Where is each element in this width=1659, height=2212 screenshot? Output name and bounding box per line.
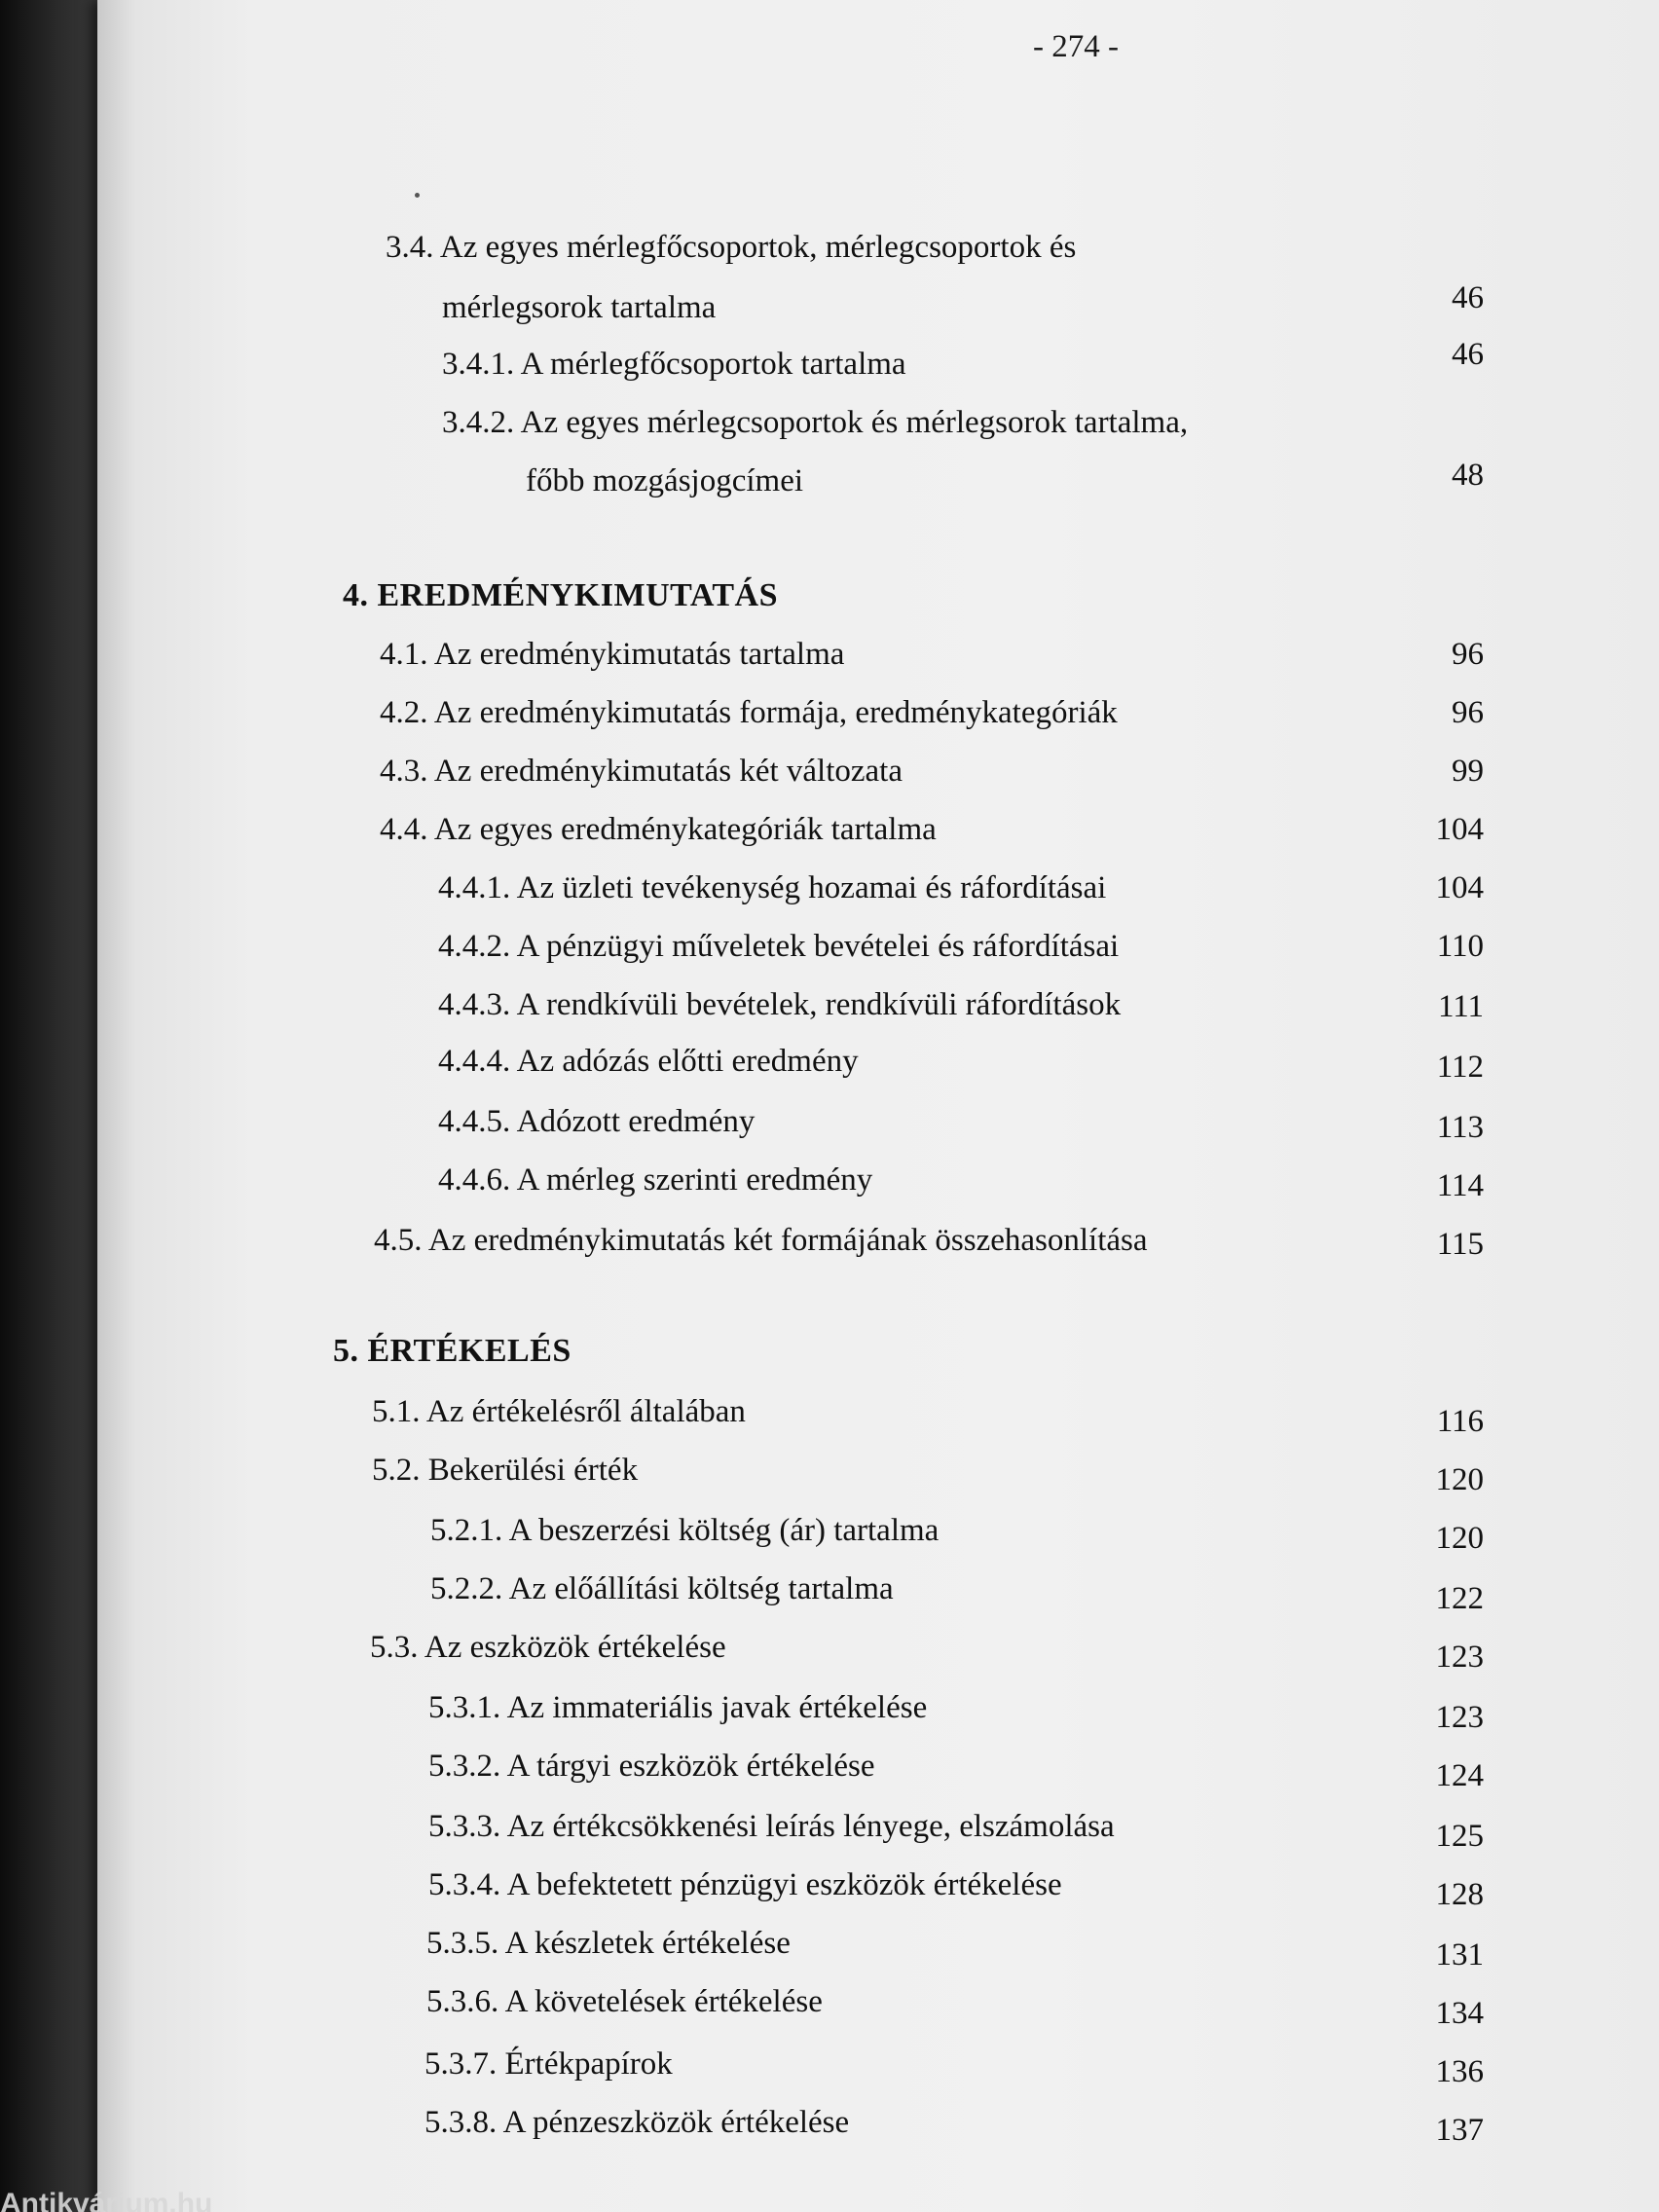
- toc-entry-text: 5.3.7. Értékpapírok: [424, 2046, 673, 2082]
- toc-entry-text: mérlegsorok tartalma: [442, 290, 717, 325]
- toc-entry-page: 99: [1452, 754, 1484, 789]
- toc-entry-text: 4.4. Az egyes eredménykategóriák tartalma: [380, 812, 937, 847]
- toc-entry-page: 96: [1452, 637, 1484, 672]
- toc-entry-page: 116: [1436, 1404, 1484, 1439]
- toc-entry-page: 134: [1435, 1996, 1484, 2031]
- toc-entry-text: 4.1. Az eredménykimutatás tartalma: [380, 637, 845, 672]
- toc-entry-text: 4.4.2. A pénzügyi műveletek bevételei és ráfordításai: [438, 929, 1120, 964]
- toc-entry-text: 5.2.2. Az előállítási költség tartalma: [430, 1571, 894, 1606]
- toc-entry-page: 137: [1435, 2113, 1484, 2148]
- toc-entry-page: 46: [1452, 337, 1484, 372]
- toc-entry-page: 115: [1436, 1227, 1484, 1262]
- page-number: - 274 -: [1033, 29, 1119, 64]
- toc-entry-text: 5.3.2. A tárgyi eszközök értékelése: [428, 1749, 875, 1784]
- toc-entry-text: 5.1. Az értékelésről általában: [372, 1394, 746, 1429]
- toc-entry-text: főbb mozgásjogcímei: [526, 463, 804, 498]
- toc-entry-page: 128: [1435, 1877, 1484, 1912]
- toc-entry-page: 96: [1452, 695, 1484, 730]
- toc-entry-page: 124: [1435, 1758, 1484, 1793]
- toc-entry-text: 4.2. Az eredménykimutatás formája, eredménykategóriák: [380, 695, 1118, 730]
- toc-entry-text: 4.4.6. A mérleg szerinti eredmény: [438, 1162, 873, 1198]
- book-page: [97, 0, 1659, 2212]
- toc-entry-page: 131: [1435, 1937, 1484, 1972]
- chapter-heading: 4. EREDMÉNYKIMUTATÁS: [343, 577, 778, 613]
- toc-entry-text: 5.2. Bekerülési érték: [372, 1453, 639, 1488]
- toc-entry-text: 5.3.6. A követelések értékelése: [426, 1984, 823, 2019]
- watermark: Antikvárium.hu: [0, 2188, 213, 2212]
- toc-entry-text: 5.3. Az eszközök értékelése: [370, 1630, 726, 1665]
- toc-entry-page: 120: [1435, 1462, 1484, 1497]
- toc-entry-text: 5.3.1. Az immateriális javak értékelése: [428, 1690, 928, 1725]
- toc-entry-page: 111: [1437, 989, 1484, 1024]
- toc-entry-page: 125: [1435, 1819, 1484, 1854]
- toc-entry-page: 122: [1435, 1581, 1484, 1616]
- toc-entry-text: 4.3. Az eredménykimutatás két változata: [380, 754, 903, 789]
- toc-entry-page: 114: [1436, 1168, 1484, 1203]
- toc-entry-text: 4.4.3. A rendkívüli bevételek, rendkívüli ráfordítások: [438, 987, 1122, 1022]
- toc-entry-text: 5.3.3. Az értékcsökkenési leírás lényege, elszámolása: [428, 1809, 1115, 1844]
- toc-entry-page: 120: [1435, 1521, 1484, 1556]
- toc-entry-page: 123: [1435, 1700, 1484, 1735]
- toc-entry-page: 104: [1435, 812, 1484, 847]
- toc-entry-page: 110: [1436, 929, 1484, 964]
- toc-entry-text: 4.4.1. Az üzleti tevékenység hozamai és ráfordításai: [438, 870, 1107, 905]
- toc-entry-page: 113: [1436, 1110, 1484, 1145]
- toc-entry-text: 4.4.4. Az adózás előtti eredmény: [438, 1044, 859, 1079]
- toc-entry-page: 46: [1452, 280, 1484, 315]
- toc-entry-text: 3.4.1. A mérlegfőcsoportok tartalma: [442, 347, 906, 382]
- toc-entry-text: 3.4.2. Az egyes mérlegcsoportok és mérlegsorok tartalma,: [442, 405, 1189, 440]
- toc-entry-page: 104: [1435, 870, 1484, 905]
- toc-entry-text: 3.4. Az egyes mérlegfőcsoportok, mérlegcsoportok és: [386, 230, 1077, 265]
- toc-entry-text: 4.4.5. Adózott eredmény: [438, 1104, 756, 1139]
- toc-entry-text: 5.3.5. A készletek értékelése: [426, 1926, 791, 1961]
- toc-entry-text: 5.3.8. A pénzeszközök értékelése: [424, 2105, 850, 2140]
- toc-entry-text: 5.2.1. A beszerzési költség (ár) tartalma: [430, 1513, 940, 1548]
- toc-entry-page: 112: [1436, 1050, 1484, 1085]
- chapter-heading: 5. ÉRTÉKELÉS: [333, 1333, 571, 1369]
- toc-entry-text: 4.5. Az eredménykimutatás két formájának összehasonlítása: [374, 1223, 1148, 1258]
- table-of-contents: [97, 0, 1659, 2212]
- toc-entry-text: 5.3.4. A befektetett pénzügyi eszközök értékelése: [428, 1867, 1062, 1902]
- toc-entry-page: 136: [1435, 2054, 1484, 2089]
- toc-entry-page: 48: [1452, 458, 1484, 493]
- toc-entry-page: 123: [1435, 1640, 1484, 1675]
